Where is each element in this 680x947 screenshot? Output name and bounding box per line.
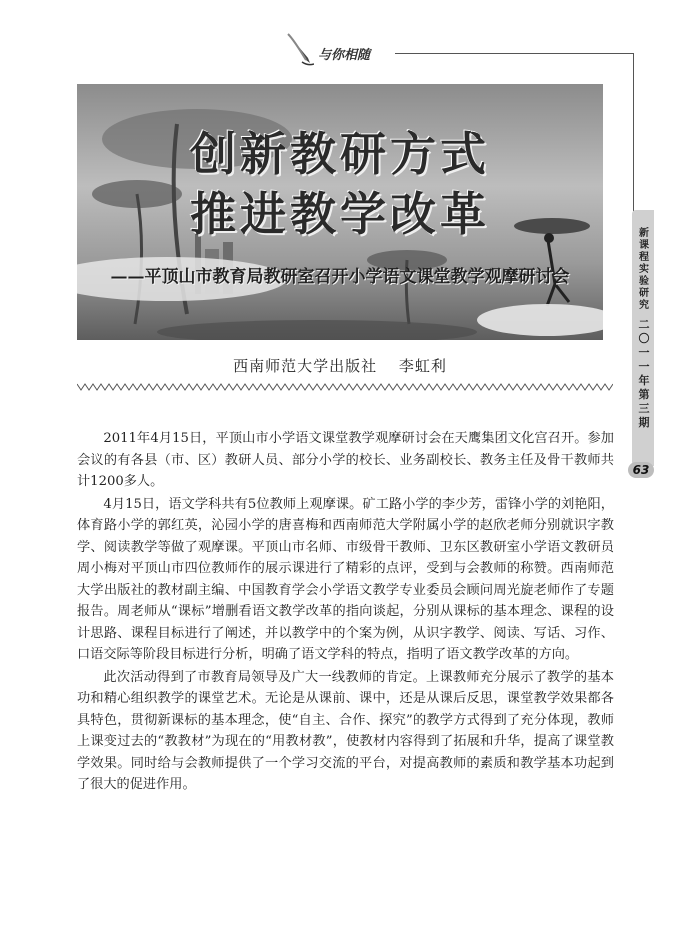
pen-icon bbox=[284, 32, 314, 66]
issue-label: 二〇一一年第三期 bbox=[638, 318, 650, 429]
article-paragraph: 4月15日，语文学科共有5位教师上观摩课。矿工路小学的李少芳，雷锋小学的刘艳阳，体育路小学的郭红英，沁园小学的唐喜梅和西南师范大学附属小学的赵欣老师分别就识字教学、阅读教学等做了观摩课。平顶山市名师、市级骨干教师、卫东区教研室小学语文教研员周小梅对平顶山市四位教师作的展示课进行了精彩的点评，受到与会教师的称赞。西南师范大学出版社的教材副主编、中国教育学会小学语文教学专业委员会顾问周光旋老师作了专题报告。周老师从“课标”增删看语文教学改革的指向谈起，分别从课标的基本理念、课程的设计思路、课程目标进行了阐述，并以教学中的个案为例，从识字教学、阅读、写话、习作、口语交际等阶段目标进行分析，明确了语文学科的特点，指明了语文教学改革的方向。 bbox=[77, 496, 614, 662]
header-rule bbox=[395, 53, 633, 54]
journal-name: 新课程实验研究 bbox=[639, 228, 649, 311]
page-number: 63 bbox=[628, 462, 654, 478]
banner-title-line1: 创新教研方式 bbox=[190, 127, 490, 181]
banner-title-line2: 推进教学改革 bbox=[190, 187, 490, 241]
article-paragraph: 此次活动得到了市教育局领导及广大一线教师的肯定。上课教师充分展示了教学的基本功和精心组织教学的课堂艺术。无论是从课前、课中，还是从课后反思，课堂教学效果都各具特色，贯彻新课标的基本理念，使“自主、合作、探究”的教学方式得到了充分体现，教师上课变过去的“教教材”为现在的“用教材教”，使教材内容得到了拓展和升华，提高了课堂教学效果。同时给与会教师提供了一个学习交流的平台，对提高教师的素质和教学基本功起到了很大的促进作用。 bbox=[77, 669, 614, 792]
author-name: 李虹利 bbox=[398, 357, 447, 375]
publisher: 西南师范大学出版社 bbox=[233, 357, 378, 375]
byline bbox=[0, 355, 680, 376]
column-title: 与你相随 bbox=[318, 48, 371, 63]
banner-subtitle: ——平顶山市教育局教研室召开小学语文课堂教学观摩研讨会 bbox=[110, 267, 570, 287]
banner-image bbox=[77, 84, 603, 340]
header-vertical-rule bbox=[633, 53, 634, 223]
article-body bbox=[77, 428, 614, 797]
zigzag-divider bbox=[77, 382, 613, 392]
article-paragraph: 2011年4月15日，平顶山市小学语文课堂教学观摩研讨会在天鹰集团文化宫召开。参加会议的有各县（市、区）教研人员、部分小学的校长、业务副校长、教务主任及骨干教师共计1200多人。 bbox=[77, 431, 614, 489]
